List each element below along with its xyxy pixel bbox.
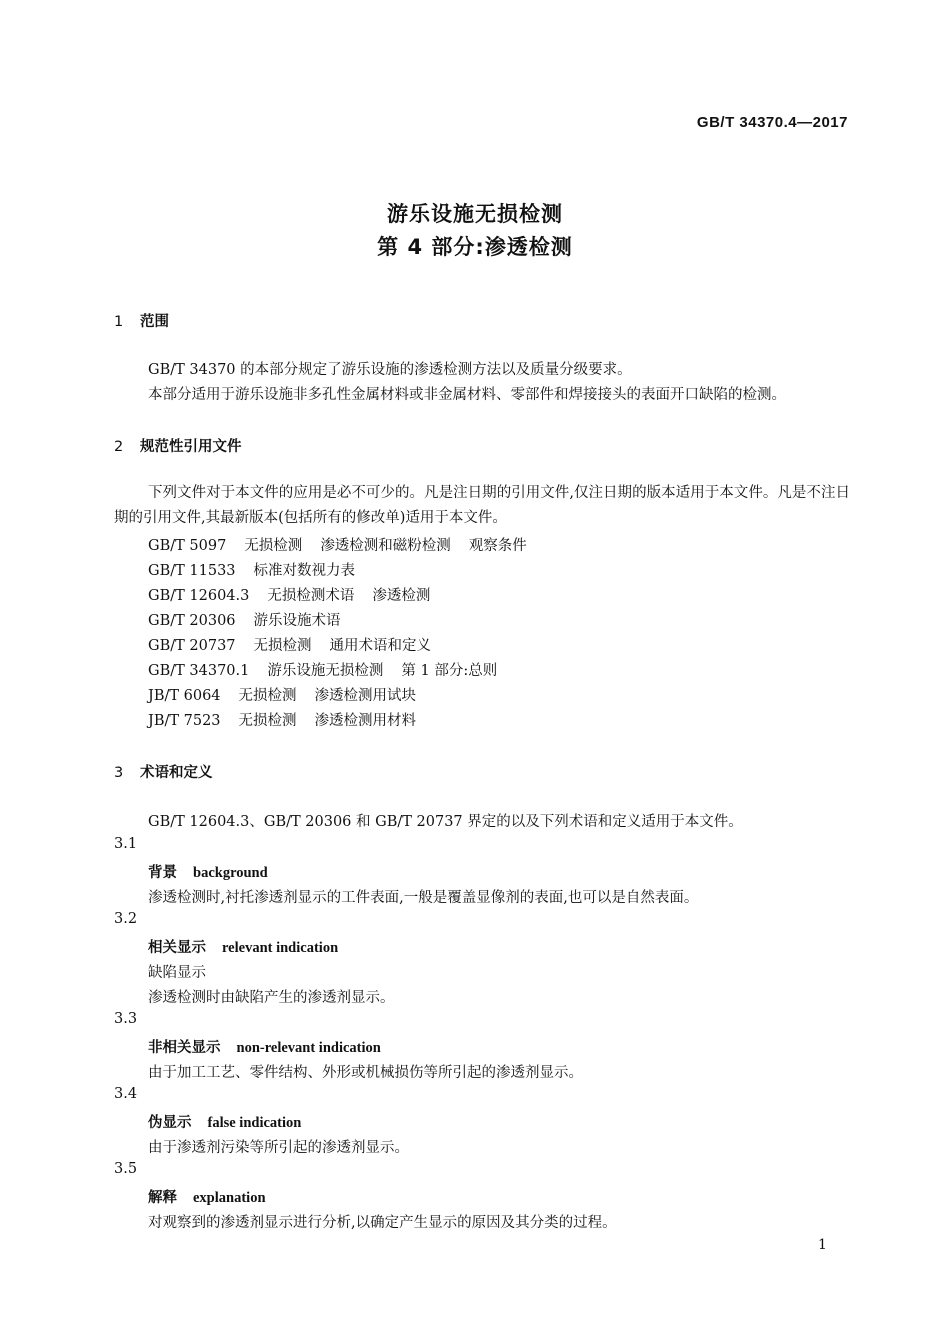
term-definition: 渗透检测时,衬托渗透剂显示的工件表面,一般是覆盖显像剂的表面,也可以是自然表面。 (148, 890, 699, 906)
term-synonym: 缺陷显示 (148, 965, 206, 981)
reference-code: GB/T 5097 (148, 538, 227, 554)
term-en: background (193, 865, 268, 881)
reference-title: 无损检测术语 (267, 588, 355, 604)
section-number: 3 (114, 765, 124, 781)
term-en: explanation (193, 1190, 266, 1206)
term-zh: 背景 (148, 865, 177, 881)
reference-code: GB/T 20737 (148, 638, 236, 654)
clause-number: 3.3 (114, 1011, 138, 1027)
reference-item (148, 559, 355, 580)
reference-code: GB/T 34370.1 (148, 663, 250, 679)
term-zh: 非相关显示 (148, 1040, 221, 1056)
section-title: 规范性引用文件 (140, 439, 242, 455)
term-zh: 伪显示 (148, 1115, 192, 1131)
reference-code: JB/T 6064 (148, 688, 221, 704)
standard-number: GB/T 34370.4—2017 (696, 114, 848, 131)
term-en: false indication (207, 1115, 302, 1131)
term-entry (148, 1186, 266, 1207)
document-subtitle: 第 4 部分:渗透检测 (377, 235, 573, 259)
term-en: relevant indication (222, 940, 339, 956)
clause-number: 3.5 (114, 1161, 138, 1177)
page-number: 1 (818, 1237, 827, 1253)
reference-title: 游乐设施术语 (253, 613, 341, 629)
reference-title: 通用术语和定义 (329, 638, 432, 654)
reference-title: 第 1 部分:总则 (401, 663, 498, 679)
term-definition: 由于加工工艺、零件结构、外形或机械损伤等所引起的渗透剂显示。 (148, 1065, 583, 1081)
section-heading-scope (114, 310, 169, 331)
reference-item (148, 584, 430, 605)
term-definition: 对观察到的渗透剂显示进行分析,以确定产生显示的原因及其分类的过程。 (148, 1215, 617, 1231)
paragraph: GB/T 12604.3、GB/T 20306 和 GB/T 20737 界定的以及下列术语和定义适用于本文件。 (148, 814, 743, 830)
term-definition: 渗透检测时由缺陷产生的渗透剂显示。 (148, 990, 395, 1006)
paragraph: 下列文件对于本文件的应用是必不可少的。凡是注日期的引用文件,仅注日期的版本适用于本文件。凡是不注日期的引用文件,其最新版本(包括所有的修改单)适用于本文件。 (114, 485, 850, 526)
clause-number: 3.2 (114, 911, 138, 927)
reference-code: GB/T 12604.3 (148, 588, 250, 604)
reference-title: 无损检测 (253, 638, 312, 654)
reference-title: 渗透检测 (372, 588, 431, 604)
term-en: non-relevant indication (236, 1040, 381, 1056)
term-entry (148, 1111, 301, 1132)
document-title: 游乐设施无损检测 (387, 202, 563, 226)
paragraph: 本部分适用于游乐设施非多孔性金属材料或非金属材料、零部件和焊接接头的表面开口缺陷的检测。 (148, 387, 786, 403)
reference-title: 标准对数视力表 (253, 563, 356, 579)
clause-number: 3.4 (114, 1086, 138, 1102)
reference-title: 渗透检测和磁粉检测 (320, 538, 451, 554)
paragraph: GB/T 34370 的本部分规定了游乐设施的渗透检测方法以及质量分级要求。 (148, 362, 632, 378)
term-zh: 解释 (148, 1190, 177, 1206)
section-title: 范围 (140, 314, 169, 330)
section-number: 1 (114, 314, 124, 330)
reference-title: 渗透检测用试块 (314, 688, 417, 704)
section-number: 2 (114, 439, 124, 455)
clause-number: 3.1 (114, 836, 138, 852)
reference-item (148, 634, 431, 655)
section-heading-normative-references (114, 435, 242, 456)
term-entry (148, 861, 268, 882)
reference-code: GB/T 20306 (148, 613, 236, 629)
section-heading-terms (114, 761, 213, 782)
reference-title: 渗透检测用材料 (314, 713, 417, 729)
reference-code: JB/T 7523 (148, 713, 221, 729)
term-entry (148, 1036, 381, 1057)
reference-title: 无损检测 (244, 538, 303, 554)
term-zh: 相关显示 (148, 940, 206, 956)
reference-item (148, 684, 416, 705)
reference-item (148, 709, 416, 730)
section-title: 术语和定义 (140, 765, 213, 781)
term-entry (148, 936, 338, 957)
reference-title: 无损检测 (238, 713, 297, 729)
reference-title: 观察条件 (468, 538, 527, 554)
term-definition: 由于渗透剂污染等所引起的渗透剂显示。 (148, 1140, 409, 1156)
reference-title: 无损检测 (238, 688, 297, 704)
reference-item (148, 659, 497, 680)
reference-code: GB/T 11533 (148, 563, 236, 579)
reference-item (148, 534, 527, 555)
reference-title: 游乐设施无损检测 (267, 663, 384, 679)
reference-item (148, 609, 341, 630)
